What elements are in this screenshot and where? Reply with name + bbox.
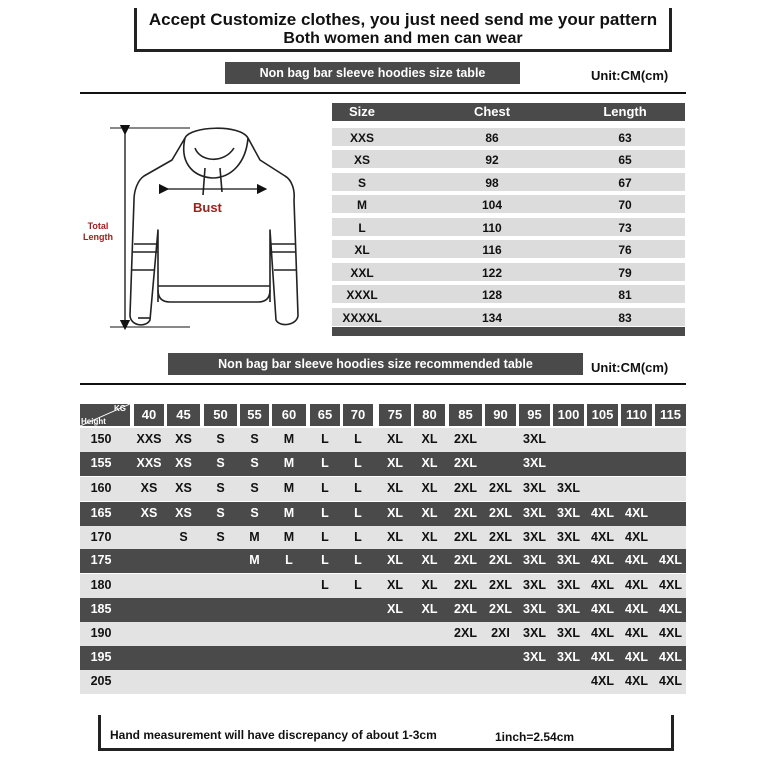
weight-header-cell: 50 [204, 404, 237, 426]
size-recommendation-cell: M [283, 432, 295, 446]
length-cell: 65 [618, 153, 632, 167]
size-recommendation-cell: L [354, 432, 362, 446]
size-recommendation-cell: 3XL [523, 650, 546, 664]
weight-header-cell: 65 [310, 404, 340, 426]
size-recommendation-cell: XL [387, 432, 403, 446]
length-cell: 83 [618, 311, 632, 325]
total-label: Total [87, 221, 109, 231]
size-recommendation-cell: L [354, 530, 362, 544]
size-recommendation-cell: XL [387, 578, 403, 592]
weight-header-cell: 100 [553, 404, 584, 426]
size-recommendation-cell: 2XL [489, 481, 512, 495]
length-cell: 81 [618, 288, 632, 302]
weight-header-cell: 85 [449, 404, 482, 426]
size-recommendation-cell: 4XL [591, 650, 614, 664]
header-line-1: Accept Customize clothes, you just need send me your pattern [148, 10, 658, 29]
size-recommendation-cell: L [321, 481, 329, 495]
size-recommendation-cell: S [179, 530, 188, 544]
chest-cell: 110 [482, 221, 502, 235]
weight-header-cell: 60 [272, 404, 306, 426]
size-recommendation-cell: 3XL [523, 602, 546, 616]
size-recommendation-cell: 3XL [557, 650, 580, 664]
weight-header-cell: 105 [587, 404, 618, 426]
height-cell: 170 [90, 530, 112, 544]
size-recommendation-cell: 4XL [659, 674, 682, 688]
size-recommendation-cell: XL [421, 481, 438, 495]
chest-cell: 92 [485, 153, 499, 167]
size-cell: XXL [350, 266, 374, 280]
height-cell: 175 [90, 553, 112, 567]
bust-label: Bust [193, 200, 222, 215]
size-cell: XXS [349, 131, 374, 145]
size-recommendation-cell: 2XL [489, 530, 512, 544]
size-recommendation-cell: 4XL [591, 530, 614, 544]
size-col-header: Size [348, 104, 375, 119]
length-cell: 70 [618, 198, 632, 212]
height-cell: 195 [90, 650, 112, 664]
header-line-2: Both women and men can wear [283, 30, 523, 47]
size-recommendation-cell: 4XL [591, 602, 614, 616]
size-recommendation-cell: L [321, 432, 329, 446]
size-recommendation-cell: 2XL [454, 456, 477, 470]
size-recommendation-cell: S [250, 481, 259, 495]
size-recommendation-cell: S [250, 506, 259, 520]
size-recommendation-cell: 3XL [523, 530, 546, 544]
size-table-header [332, 103, 685, 121]
weight-header-cell: 55 [240, 404, 269, 426]
size-recommendation-cell: XL [387, 456, 403, 470]
size-recommendation-cell: XL [387, 553, 403, 567]
size-recommendation-cell: XXS [136, 456, 162, 470]
weight-header-cell: 45 [167, 404, 200, 426]
rec-row [80, 598, 686, 622]
size-recommendation-cell: L [321, 506, 329, 520]
size-row [332, 195, 685, 213]
size-recommendation-cell: M [283, 481, 295, 495]
height-cell: 205 [90, 674, 112, 688]
size-row [332, 150, 685, 168]
size-recommendation-cell: 2XL [454, 530, 477, 544]
size-recommendation-cell: 3XL [557, 553, 580, 567]
corner-height-label: Height [81, 417, 106, 426]
size-recommendation-cell: XS [175, 456, 192, 470]
length-cell: 79 [618, 266, 632, 280]
size-recommendation-cell: XL [387, 530, 403, 544]
chest-cell: 116 [482, 243, 502, 257]
size-recommendation-cell: 2XI [491, 626, 510, 640]
total-length-label [80, 221, 116, 243]
rec-row [80, 574, 686, 598]
size-recommendation-cell: 4XL [591, 578, 614, 592]
size-recommendation-cell: L [285, 553, 293, 567]
size-recommendation-cell: 4XL [625, 650, 648, 664]
size-row [332, 218, 685, 236]
corner-kg-label: KG [114, 404, 126, 413]
size-recommendation-cell: 3XL [523, 481, 546, 495]
chest-cell: 122 [481, 266, 503, 280]
chest-cell: 128 [481, 288, 503, 302]
size-recommendation-cell: 4XL [659, 650, 682, 664]
size-recommendation-cell: XS [175, 481, 192, 495]
size-table-footer-band [332, 327, 685, 336]
size-recommendation-cell: 4XL [659, 626, 682, 640]
length-cell: 76 [618, 243, 632, 257]
size-recommendation-cell: 2XL [489, 506, 512, 520]
size-cell: S [357, 176, 366, 190]
size-recommendation-cell: 4XL [659, 602, 682, 616]
size-recommendation-cell: 4XL [625, 553, 648, 567]
size-recommendation-cell: L [354, 481, 362, 495]
size-recommendation-cell: 2XL [454, 432, 477, 446]
rec-row [80, 670, 686, 694]
size-cell: XS [353, 153, 370, 167]
size-recommendation-cell: 2XL [454, 553, 477, 567]
size-table-unit: Unit:CM(cm) [591, 68, 669, 83]
size-recommendation-cell: XL [421, 553, 438, 567]
size-recommendation-cell: XL [421, 506, 438, 520]
height-cell: 180 [90, 578, 112, 592]
size-recommendation-cell: XL [421, 602, 438, 616]
weight-header-cell: 40 [134, 404, 164, 426]
divider-middle [80, 383, 686, 385]
chest-cell: 134 [481, 311, 503, 325]
size-recommendation-cell: 2XL [454, 506, 477, 520]
size-recommendation-cell: 3XL [523, 456, 546, 470]
length-cell: 67 [618, 176, 632, 190]
size-recommendation-cell: 2XL [489, 578, 512, 592]
size-recommendation-cell: S [216, 432, 225, 446]
size-recommendation-cell: XL [421, 530, 438, 544]
size-recommendation-cell: L [354, 506, 362, 520]
rec-row [80, 622, 686, 646]
size-recommendation-cell: XL [387, 506, 403, 520]
size-recommendation-cell: 4XL [625, 506, 648, 520]
size-row [332, 285, 685, 303]
size-recommendation-cell: 2XL [489, 602, 512, 616]
size-recommendation-cell: L [321, 530, 329, 544]
size-cell: L [358, 221, 366, 235]
size-recommendation-cell: 2XL [454, 626, 477, 640]
size-recommendation-cell: 3XL [557, 481, 580, 495]
size-row [332, 308, 685, 326]
size-recommendation-cell: S [216, 456, 225, 470]
rec-row [80, 477, 686, 501]
size-recommendation-cell: L [354, 553, 362, 567]
chest-cell: 98 [485, 176, 499, 190]
size-recommendation-cell: 4XL [659, 578, 682, 592]
rec-row [80, 526, 686, 550]
size-recommendation-cell: XL [421, 578, 438, 592]
size-recommendation-cell: L [321, 553, 329, 567]
weight-header-cell: 70 [343, 404, 373, 426]
length-label: Length [83, 232, 113, 242]
weight-header-cell: 95 [519, 404, 550, 426]
weight-header-cell: 90 [485, 404, 516, 426]
size-recommendation-cell: XS [175, 432, 192, 446]
weight-header-cell: 110 [621, 404, 652, 426]
size-recommendation-cell: XS [175, 506, 192, 520]
size-recommendation-cell: S [216, 506, 225, 520]
chest-cell: 104 [481, 198, 503, 212]
size-recommendation-cell: 3XL [557, 578, 580, 592]
height-cell: 160 [90, 481, 112, 495]
rec-table-corner [80, 404, 130, 426]
size-recommendation-cell: M [249, 530, 260, 544]
rec-row [80, 428, 686, 452]
height-cell: 190 [90, 626, 112, 640]
size-recommendation-cell: L [354, 456, 362, 470]
size-table-title: Non bag bar sleeve hoodies size table [225, 62, 520, 84]
size-recommendation-cell: 3XL [557, 530, 580, 544]
rec-table-unit: Unit:CM(cm) [591, 360, 669, 375]
inch-conversion: 1inch=2.54cm [495, 730, 575, 744]
size-cell: XXXXL [342, 311, 382, 325]
size-cell: M [357, 198, 367, 212]
size-recommendation-cell: 4XL [625, 578, 648, 592]
size-recommendation-cell: 3XL [523, 432, 546, 446]
size-recommendation-cell: L [321, 456, 329, 470]
size-recommendation-cell: 4XL [625, 602, 648, 616]
weight-header-cell: 80 [414, 404, 445, 426]
size-cell: XL [354, 243, 370, 257]
length-cell: 63 [618, 131, 632, 145]
size-cell: XXXL [346, 288, 378, 302]
size-recommendation-cell: 4XL [625, 674, 648, 688]
size-recommendation-cell: 4XL [591, 674, 614, 688]
rec-row [80, 646, 686, 670]
size-recommendation-cell: M [249, 553, 260, 567]
length-col-header: Length [603, 104, 647, 119]
size-row [332, 128, 685, 146]
size-recommendation-cell: XXS [136, 432, 162, 446]
size-recommendation-cell: 4XL [591, 506, 614, 520]
size-recommendation-cell: 4XL [625, 530, 648, 544]
size-recommendation-cell: XL [387, 481, 403, 495]
size-recommendation-cell: 4XL [591, 553, 614, 567]
size-recommendation-cell: 2XL [489, 553, 512, 567]
size-recommendation-cell: 4XL [625, 626, 648, 640]
divider-top [80, 92, 686, 94]
size-recommendation-cell: 2XL [454, 481, 477, 495]
size-recommendation-cell: S [250, 432, 259, 446]
size-row [332, 263, 685, 281]
height-cell: 150 [90, 432, 112, 446]
size-recommendation-cell: L [321, 578, 329, 592]
height-cell: 165 [90, 506, 112, 520]
size-recommendation-cell: 3XL [523, 553, 546, 567]
size-recommendation-cell: S [216, 530, 225, 544]
size-recommendation-cell: S [216, 481, 225, 495]
length-cell: 73 [618, 221, 632, 235]
weight-header-cell: 75 [379, 404, 411, 426]
size-recommendation-cell: 3XL [523, 578, 546, 592]
rec-row [80, 549, 686, 573]
size-recommendation-cell: 3XL [557, 602, 580, 616]
rec-row [80, 502, 686, 526]
size-recommendation-cell: L [354, 578, 362, 592]
size-recommendation-cell: XL [387, 602, 403, 616]
size-recommendation-cell: 4XL [659, 553, 682, 567]
height-cell: 155 [90, 456, 112, 470]
footer-note: Hand measurement will have discrepancy of about 1-3cm [110, 728, 437, 742]
size-row [332, 173, 685, 191]
size-row [332, 240, 685, 258]
weight-header-cell: 115 [655, 404, 686, 426]
rec-row [80, 452, 686, 476]
size-recommendation-cell: 3XL [523, 626, 546, 640]
rec-table-title: Non bag bar sleeve hoodies size recommended table [168, 353, 583, 375]
size-recommendation-cell: 3XL [523, 506, 546, 520]
size-recommendation-cell: XS [140, 481, 158, 495]
size-recommendation-cell: M [283, 530, 295, 544]
size-recommendation-cell: M [283, 456, 295, 470]
size-recommendation-cell: XL [421, 432, 438, 446]
size-recommendation-cell: S [250, 456, 259, 470]
size-recommendation-cell: XL [421, 456, 438, 470]
chest-col-header: Chest [473, 104, 511, 119]
size-recommendation-cell: M [283, 506, 295, 520]
chest-cell: 86 [485, 131, 499, 145]
size-recommendation-cell: 2XL [454, 602, 477, 616]
size-recommendation-cell: XS [140, 506, 158, 520]
size-recommendation-cell: 4XL [591, 626, 614, 640]
size-recommendation-cell: 2XL [454, 578, 477, 592]
height-cell: 185 [90, 602, 112, 616]
size-recommendation-cell: 3XL [557, 626, 580, 640]
size-recommendation-cell: 3XL [557, 506, 580, 520]
